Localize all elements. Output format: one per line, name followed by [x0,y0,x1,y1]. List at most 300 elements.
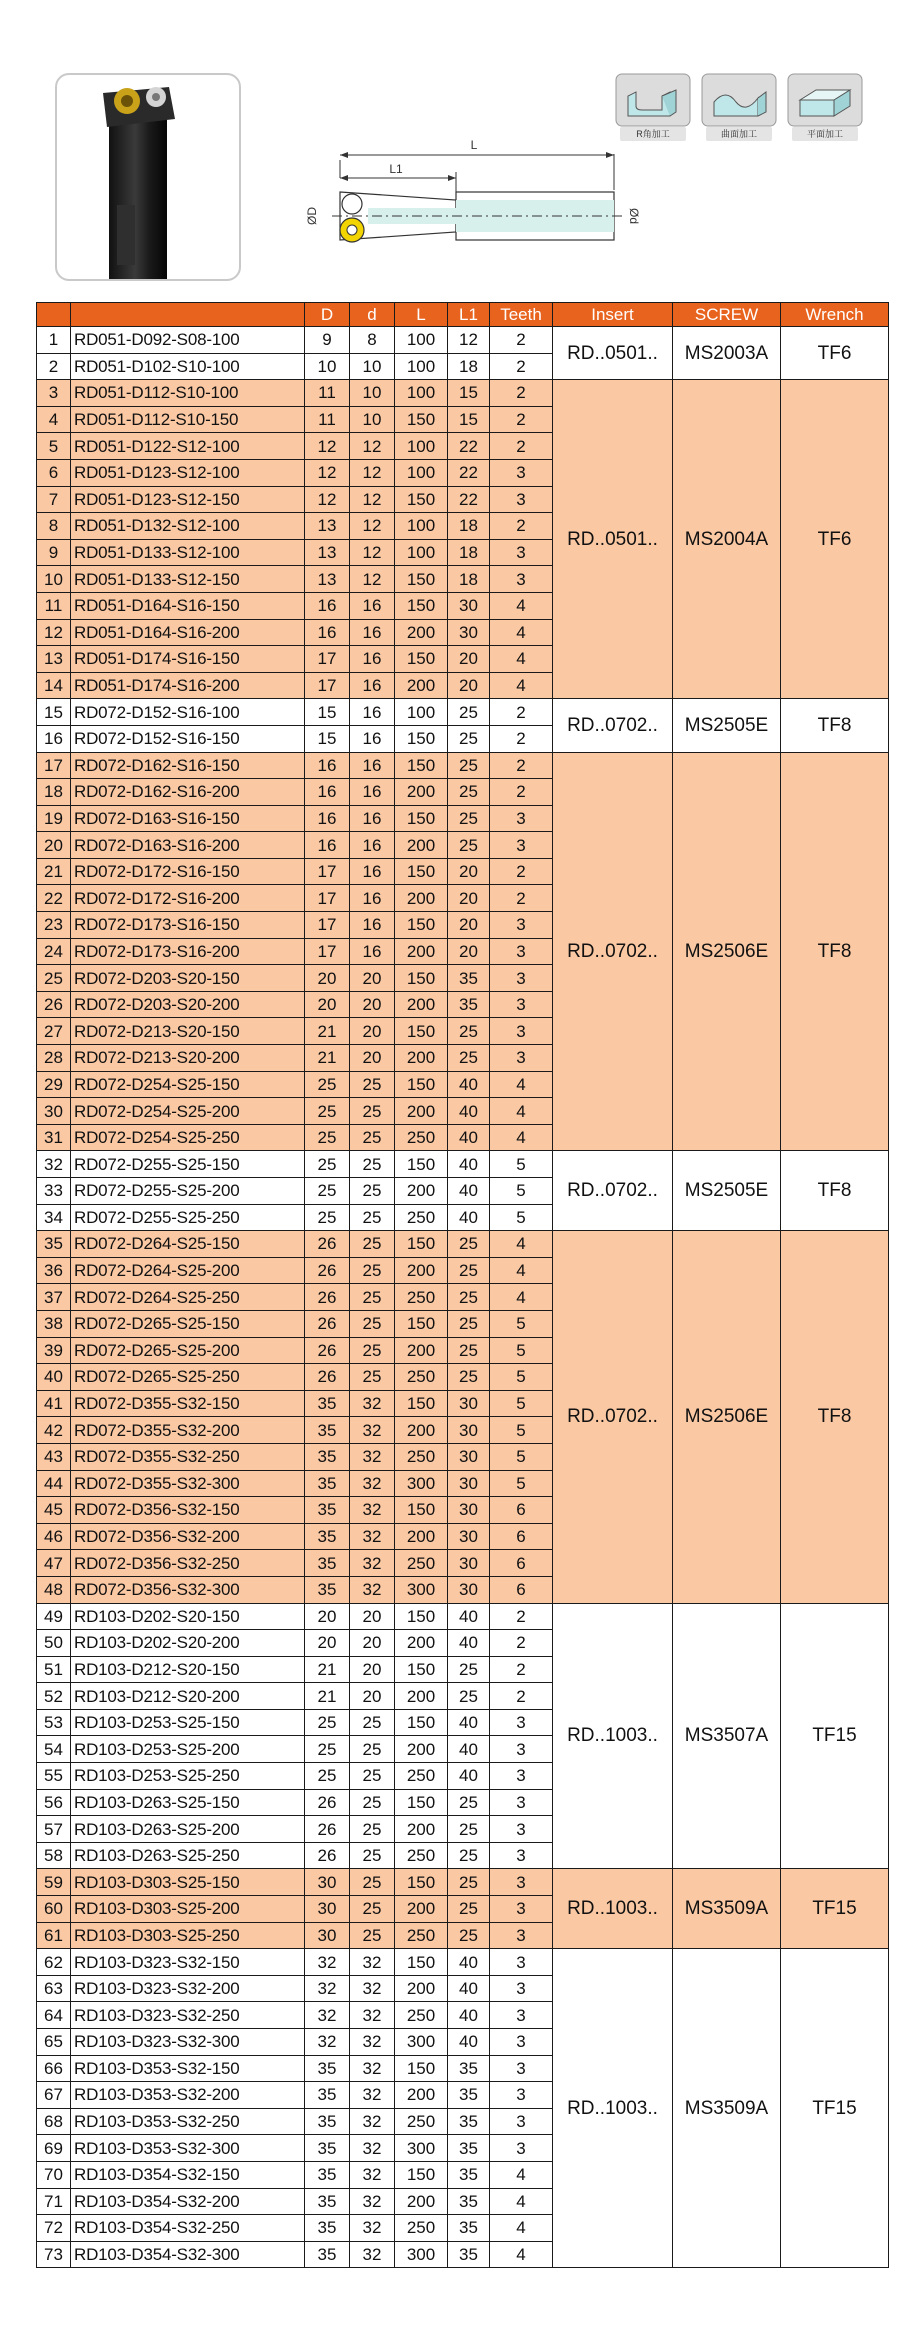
teeth-count: 3 [490,539,553,566]
length-L: 150 [395,1949,448,1976]
model-code: RD072-D172-S16-150 [71,858,305,885]
dia-d: 25 [350,1151,395,1178]
dia-D: 26 [305,1337,350,1364]
length-L: 150 [395,1789,448,1816]
model-code: RD072-D213-S20-150 [71,1018,305,1045]
length-L: 150 [395,406,448,433]
dia-D: 21 [305,1045,350,1072]
dia-d: 25 [350,1789,395,1816]
length-L: 100 [395,459,448,486]
length-L1: 25 [448,1045,490,1072]
length-L: 100 [395,327,448,354]
insert-group-cell: RD..0501.. [553,327,673,380]
dia-d: 8 [350,327,395,354]
dia-D: 25 [305,1151,350,1178]
wrench-group-cell: TF8 [781,1231,889,1603]
teeth-count: 4 [490,619,553,646]
dia-d: 25 [350,1763,395,1790]
dia-d: 16 [350,592,395,619]
dia-D: 13 [305,539,350,566]
row-number: 3 [37,380,71,407]
length-L: 200 [395,1098,448,1125]
length-L: 100 [395,699,448,726]
wrench-group-cell: TF15 [781,1949,889,2268]
dia-D: 25 [305,1763,350,1790]
dia-D: 32 [305,1949,350,1976]
dia-d: 12 [350,433,395,460]
insert-group-cell: RD..0702.. [553,699,673,752]
teeth-count: 2 [490,779,553,806]
row-number: 55 [37,1763,71,1790]
length-L: 200 [395,1630,448,1657]
row-number: 9 [37,539,71,566]
length-L: 200 [395,1736,448,1763]
teeth-count: 2 [490,858,553,885]
dim-L1-label: L1 [389,162,403,176]
dia-d: 32 [350,1975,395,2002]
dia-d: 25 [350,1098,395,1125]
length-L: 200 [395,1257,448,1284]
dia-d: 16 [350,752,395,779]
model-code: RD072-D172-S16-200 [71,885,305,912]
row-number: 50 [37,1630,71,1657]
row-number: 24 [37,938,71,965]
length-L1: 18 [448,353,490,380]
dia-D: 17 [305,858,350,885]
model-code: RD072-D213-S20-200 [71,1045,305,1072]
model-code: RD103-D354-S32-300 [71,2241,305,2268]
model-code: RD103-D253-S25-200 [71,1736,305,1763]
row-number: 29 [37,1071,71,1098]
dia-D: 26 [305,1231,350,1258]
row-number: 72 [37,2215,71,2242]
insert-group-cell: RD..0501.. [553,380,673,699]
row-number: 30 [37,1098,71,1125]
model-code: RD072-D264-S25-150 [71,1231,305,1258]
length-L: 150 [395,566,448,593]
model-code: RD103-D323-S32-150 [71,1949,305,1976]
col-header-no [37,303,71,327]
table-row [37,1231,889,1258]
length-L: 250 [395,1763,448,1790]
length-L1: 25 [448,805,490,832]
model-code: RD051-D123-S12-150 [71,486,305,513]
dia-d: 25 [350,1124,395,1151]
length-L: 150 [395,1497,448,1524]
teeth-count: 5 [490,1204,553,1231]
flat-surface-icon [786,72,864,144]
length-L: 200 [395,991,448,1018]
wrench-group-cell: TF15 [781,1869,889,1949]
teeth-count: 4 [490,1098,553,1125]
model-code: RD072-D356-S32-150 [71,1497,305,1524]
model-code: RD103-D263-S25-250 [71,1842,305,1869]
model-code: RD072-D162-S16-150 [71,752,305,779]
dia-D: 35 [305,1417,350,1444]
dia-d: 32 [350,2108,395,2135]
row-number: 7 [37,486,71,513]
teeth-count: 3 [490,2135,553,2162]
length-L: 150 [395,725,448,752]
row-number: 64 [37,2002,71,2029]
row-number: 23 [37,912,71,939]
dia-D: 9 [305,327,350,354]
dia-d: 25 [350,1364,395,1391]
row-number: 44 [37,1470,71,1497]
curved-surface-icon [700,72,778,144]
length-L1: 30 [448,1550,490,1577]
length-L1: 30 [448,1497,490,1524]
dia-D: 30 [305,1896,350,1923]
length-L1: 15 [448,406,490,433]
dia-d: 16 [350,912,395,939]
teeth-count: 3 [490,1922,553,1949]
model-code: RD072-D265-S25-250 [71,1364,305,1391]
length-L1: 25 [448,832,490,859]
row-number: 34 [37,1204,71,1231]
teeth-count: 3 [490,1975,553,2002]
row-number: 42 [37,1417,71,1444]
length-L1: 35 [448,2161,490,2188]
length-L: 200 [395,672,448,699]
table-row [37,1603,889,1630]
length-L: 250 [395,1284,448,1311]
teeth-count: 5 [490,1151,553,1178]
col-header-wrench: Wrench [781,303,889,327]
dia-D: 17 [305,938,350,965]
length-L1: 25 [448,779,490,806]
dia-d: 32 [350,1523,395,1550]
dia-d: 16 [350,832,395,859]
dia-d: 32 [350,1949,395,1976]
length-L1: 40 [448,1709,490,1736]
screw-group-cell: MS2505E [673,699,781,752]
model-code: RD072-D356-S32-200 [71,1523,305,1550]
col-header-d: d [350,303,395,327]
col-header-insert: Insert [553,303,673,327]
dia-d: 16 [350,858,395,885]
dia-D: 17 [305,912,350,939]
row-number: 47 [37,1550,71,1577]
screw-group-cell: MS3509A [673,1869,781,1949]
row-number: 58 [37,1842,71,1869]
teeth-count: 3 [490,2108,553,2135]
teeth-count: 3 [490,1869,553,1896]
dia-d: 25 [350,1896,395,1923]
model-code: RD103-D353-S32-200 [71,2082,305,2109]
row-number: 43 [37,1443,71,1470]
length-L: 300 [395,2241,448,2268]
r-corner-label: R角加工 [620,127,686,141]
length-L1: 40 [448,1975,490,2002]
model-code: RD103-D212-S20-150 [71,1656,305,1683]
teeth-count: 2 [490,1630,553,1657]
dia-D: 17 [305,672,350,699]
length-L1: 25 [448,1922,490,1949]
product-photo [55,73,241,281]
length-L: 200 [395,938,448,965]
length-L1: 25 [448,1018,490,1045]
dia-D: 30 [305,1922,350,1949]
model-code: RD072-D163-S16-150 [71,805,305,832]
length-L1: 40 [448,1204,490,1231]
length-L: 250 [395,2108,448,2135]
row-number: 8 [37,513,71,540]
dia-D: 32 [305,1975,350,2002]
length-L: 200 [395,1337,448,1364]
dia-d: 25 [350,1204,395,1231]
model-code: RD072-D355-S32-150 [71,1390,305,1417]
model-code: RD051-D164-S16-200 [71,619,305,646]
teeth-count: 2 [490,1656,553,1683]
dia-d: 25 [350,1337,395,1364]
teeth-count: 3 [490,1896,553,1923]
teeth-count: 3 [490,1709,553,1736]
model-code: RD103-D323-S32-300 [71,2029,305,2056]
dia-D: 35 [305,2108,350,2135]
length-L: 150 [395,858,448,885]
dia-D: 20 [305,1603,350,1630]
model-code: RD103-D263-S25-200 [71,1816,305,1843]
length-L: 150 [395,1231,448,1258]
length-L: 150 [395,1018,448,1045]
dia-d: 25 [350,1816,395,1843]
dia-D: 35 [305,1576,350,1603]
dia-d: 25 [350,1736,395,1763]
model-code: RD103-D263-S25-150 [71,1789,305,1816]
insert-group-cell: RD..0702.. [553,752,673,1151]
dia-d: 20 [350,1018,395,1045]
length-L1: 20 [448,912,490,939]
model-code: RD072-D355-S32-250 [71,1443,305,1470]
model-code: RD051-D174-S16-200 [71,672,305,699]
machining-operation-icons [614,72,864,144]
model-code: RD072-D203-S20-150 [71,965,305,992]
model-code: RD051-D092-S08-100 [71,327,305,354]
row-number: 54 [37,1736,71,1763]
row-number: 33 [37,1178,71,1205]
length-L: 150 [395,2055,448,2082]
teeth-count: 3 [490,1949,553,1976]
dia-d: 16 [350,805,395,832]
dia-D: 12 [305,486,350,513]
dia-d: 20 [350,1603,395,1630]
teeth-count: 2 [490,752,553,779]
row-number: 49 [37,1603,71,1630]
length-L: 200 [395,1178,448,1205]
model-code: RD072-D255-S25-150 [71,1151,305,1178]
length-L1: 25 [448,699,490,726]
model-code: RD072-D264-S25-250 [71,1284,305,1311]
length-L: 200 [395,1045,448,1072]
teeth-count: 2 [490,513,553,540]
dia-D: 35 [305,1443,350,1470]
dia-D: 26 [305,1842,350,1869]
teeth-count: 3 [490,1789,553,1816]
length-L: 200 [395,1896,448,1923]
dia-D: 26 [305,1257,350,1284]
dia-d: 25 [350,1257,395,1284]
length-L: 150 [395,646,448,673]
teeth-count: 3 [490,2082,553,2109]
table-row [37,1151,889,1178]
length-L1: 35 [448,2055,490,2082]
teeth-count: 5 [490,1310,553,1337]
dia-D: 35 [305,1497,350,1524]
length-L: 200 [395,885,448,912]
dia-d: 32 [350,1550,395,1577]
model-code: RD072-D356-S32-250 [71,1550,305,1577]
teeth-count: 2 [490,327,553,354]
dia-d: 32 [350,2002,395,2029]
model-code: RD072-D173-S16-150 [71,912,305,939]
model-code: RD103-D354-S32-250 [71,2215,305,2242]
row-number: 51 [37,1656,71,1683]
length-L: 200 [395,2082,448,2109]
dia-d: 12 [350,566,395,593]
insert-group-cell: RD..1003.. [553,1603,673,1869]
length-L: 250 [395,2215,448,2242]
teeth-count: 3 [490,912,553,939]
teeth-count: 3 [490,2002,553,2029]
dia-D: 35 [305,1523,350,1550]
dia-d: 32 [350,2029,395,2056]
insert-group-cell: RD..0702.. [553,1231,673,1603]
dia-D: 26 [305,1310,350,1337]
row-number: 16 [37,725,71,752]
length-L: 150 [395,1709,448,1736]
dim-L-label: L [470,138,478,152]
model-code: RD072-D255-S25-200 [71,1178,305,1205]
dia-D: 35 [305,1470,350,1497]
teeth-count: 3 [490,1816,553,1843]
row-number: 4 [37,406,71,433]
length-L: 250 [395,1550,448,1577]
dia-D: 21 [305,1018,350,1045]
spec-table-body [37,327,889,2268]
length-L: 100 [395,433,448,460]
dia-d: 12 [350,486,395,513]
teeth-count: 3 [490,805,553,832]
length-L: 200 [395,1816,448,1843]
length-L: 250 [395,2002,448,2029]
length-L: 250 [395,1443,448,1470]
wrench-group-cell: TF8 [781,752,889,1151]
screw-group-cell: MS2003A [673,327,781,380]
dia-d: 25 [350,1869,395,1896]
screw-group-cell: MS3509A [673,1949,781,2268]
length-L1: 20 [448,885,490,912]
row-number: 57 [37,1816,71,1843]
col-header-D: D [305,303,350,327]
teeth-count: 3 [490,566,553,593]
dia-d: 16 [350,885,395,912]
dia-d: 32 [350,2161,395,2188]
length-L1: 25 [448,1869,490,1896]
row-number: 46 [37,1523,71,1550]
row-number: 70 [37,2161,71,2188]
dia-D: 16 [305,805,350,832]
teeth-count: 3 [490,991,553,1018]
dia-D: 17 [305,885,350,912]
dia-d: 32 [350,1497,395,1524]
dia-D: 25 [305,1124,350,1151]
row-number: 56 [37,1789,71,1816]
dia-D: 20 [305,1630,350,1657]
row-number: 12 [37,619,71,646]
length-L: 300 [395,2135,448,2162]
teeth-count: 2 [490,699,553,726]
length-L: 150 [395,1656,448,1683]
dia-d: 32 [350,2135,395,2162]
teeth-count: 3 [490,832,553,859]
dia-d: 32 [350,1443,395,1470]
col-header-L1: L1 [448,303,490,327]
model-code: RD103-D354-S32-150 [71,2161,305,2188]
length-L1: 35 [448,2188,490,2215]
length-L1: 20 [448,858,490,885]
col-header-L: L [395,303,448,327]
dia-d: 32 [350,1576,395,1603]
dia-d: 32 [350,1390,395,1417]
row-number: 73 [37,2241,71,2268]
model-code: RD051-D123-S12-100 [71,459,305,486]
length-L1: 30 [448,1417,490,1444]
dia-D: 32 [305,2002,350,2029]
row-number: 36 [37,1257,71,1284]
length-L: 150 [395,752,448,779]
row-number: 63 [37,1975,71,2002]
dia-D: 21 [305,1656,350,1683]
row-number: 2 [37,353,71,380]
length-L1: 25 [448,752,490,779]
length-L: 300 [395,2029,448,2056]
teeth-count: 5 [490,1337,553,1364]
row-number: 71 [37,2188,71,2215]
table-row [37,380,889,407]
curved-surface-label: 曲面加工 [706,127,772,141]
row-number: 13 [37,646,71,673]
model-code: RD103-D212-S20-200 [71,1683,305,1710]
dia-D: 26 [305,1364,350,1391]
length-L1: 30 [448,592,490,619]
teeth-count: 5 [490,1470,553,1497]
row-number: 27 [37,1018,71,1045]
dia-d: 10 [350,406,395,433]
teeth-count: 4 [490,1284,553,1311]
model-code: RD103-D202-S20-150 [71,1603,305,1630]
length-L1: 30 [448,1443,490,1470]
dia-D: 12 [305,433,350,460]
insert-group-cell: RD..0702.. [553,1151,673,1231]
col-header-code [71,303,305,327]
teeth-count: 4 [490,672,553,699]
length-L1: 40 [448,1630,490,1657]
length-L: 200 [395,1975,448,2002]
model-code: RD072-D255-S25-250 [71,1204,305,1231]
row-number: 11 [37,592,71,619]
dia-d: 20 [350,1045,395,1072]
dia-d: 16 [350,646,395,673]
row-number: 69 [37,2135,71,2162]
dia-d: 32 [350,2241,395,2268]
teeth-count: 2 [490,1683,553,1710]
length-L: 150 [395,805,448,832]
dim-d-label: Ød [627,207,641,225]
screw-group-cell: MS2506E [673,752,781,1151]
teeth-count: 4 [490,1124,553,1151]
table-header-row [37,303,889,327]
